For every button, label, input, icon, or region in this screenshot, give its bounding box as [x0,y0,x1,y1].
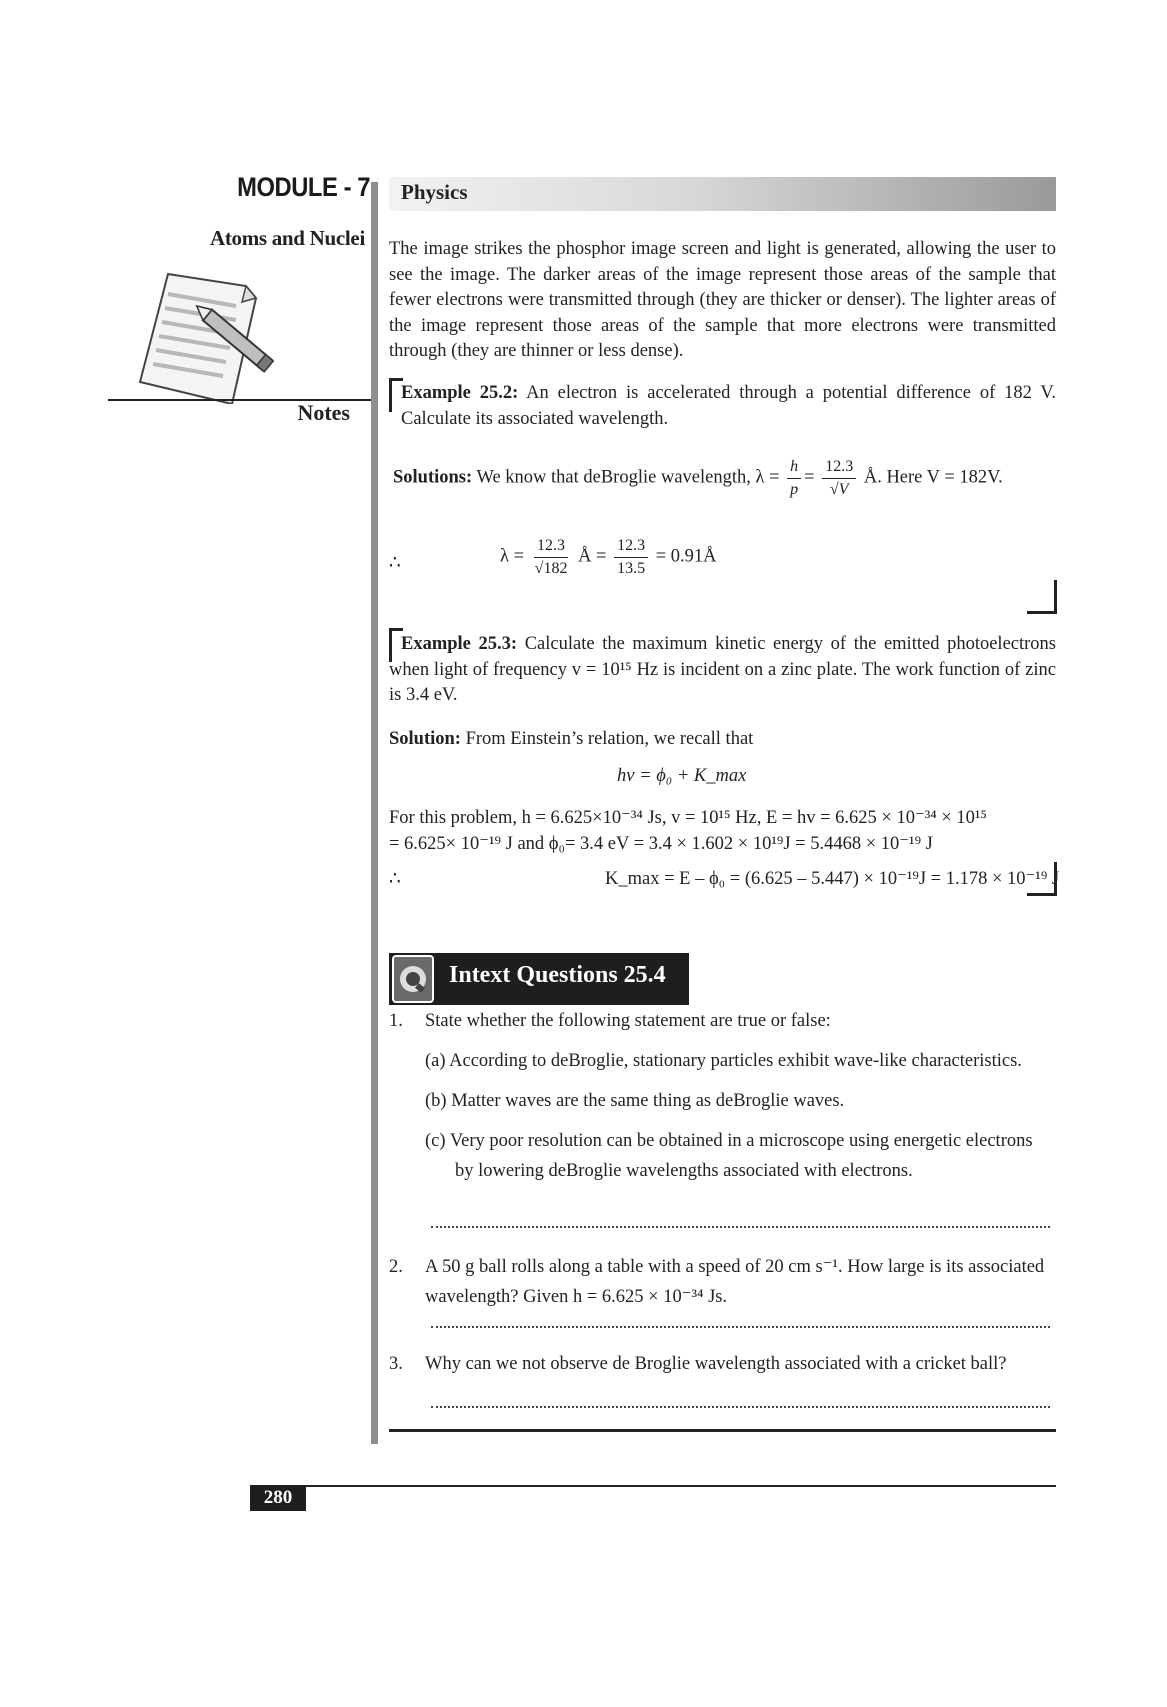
question-1b: (b) Matter waves are the same thing as deBroglie waves. [425,1091,845,1111]
answer-line [431,1218,1050,1228]
einstein-equation: hv = ϕ₀ + K_max [617,766,747,786]
problem-line-2: = 6.625× 10⁻¹⁹ J and ϕ₀= 3.4 eV = 3.4 × 1.602 × 10¹⁹J = 5.4468 × 10⁻¹⁹ J [389,834,933,854]
solution-label: Solutions: [393,467,473,488]
example-label: Example 25.3: [401,634,518,654]
question-3-text: Why can we not observe de Broglie wavelength associated with a cricket ball? [425,1354,1007,1374]
notes-label: Notes [297,400,350,425]
header-band [389,177,1056,211]
question-1c: (c) Very poor resolution can be obtained in a microscope using energetic electrons [425,1131,1033,1151]
example-corner-bottom [1027,580,1057,614]
lambda-calculation: λ = $\frac{12.3}{√182}$ Å = $\frac{12.3}{13.5}$ = 0.91Å [500,537,717,577]
intro-paragraph: The image strikes the phosphor image screen and light is generated, allowing the user to see the image. The darker areas of the image represent those areas of the sample that fewer electrons were transmitted through (they are thicker or denser). The lighter areas of the image represent those areas of the sample that more electrons were transmitted through (they are thinner or less dense). [389,239,1056,362]
question-2-line1: A 50 g ball rolls along a table with a speed of 20 cm s⁻¹. How large is its associated [425,1257,1045,1277]
solution-text: We know that deBroglie wavelength, λ = [476,467,780,488]
solution-label: Solution: [389,729,461,749]
example-25-3 [389,632,1056,709]
question-icon [392,955,434,1003]
solution-text: From Einstein’s relation, we recall that [465,729,754,749]
example-text: An electron is accelerated through a potential difference of 182 V. Calculate its associated wavelength. [401,383,1056,429]
example-label: Example 25.2: [401,383,519,403]
example-corner-bottom [1027,862,1057,896]
section-end-rule [389,1429,1056,1432]
margin-bar [371,182,378,1444]
question-1c-cont: by lowering deBroglie wavelengths associated with electrons. [455,1161,913,1181]
footer-rule [250,1485,1056,1487]
module-title: MODULE - 7 [237,172,370,202]
answer-line [431,1318,1050,1328]
question-1a: (a) According to deBroglie, stationary particles exhibit wave-like characteristics. [425,1051,1022,1071]
page-number: 280 [250,1485,306,1511]
therefore-symbol: ∴ [389,553,401,573]
fraction-12-3-over-root-182: $\frac{12.3}{√182}$ [534,537,568,577]
answer-line [431,1398,1050,1408]
question-1-text: State whether the following statement are true or false: [425,1011,831,1031]
fraction-12-3-over-13-5: $\frac{12.3}{13.5}$ [614,537,648,577]
question-number: 1. [389,1011,403,1031]
example-text: Calculate the maximum kinetic energy of the emitted photoelectrons when light of frequency v = 10¹⁵ Hz is incident on a zinc plate. The work function of zinc is 3.4 eV. [389,634,1056,706]
solution-line [389,727,1056,753]
intext-title: Intext Questions 25.4 [449,962,666,988]
fraction-h-over-p: $\frac{h}{p}$ [787,458,801,498]
notepad-pencil-icon [138,264,288,409]
example-25-2 [401,381,1056,432]
therefore-symbol: ∴ [389,869,401,889]
question-number: 2. [389,1257,403,1277]
question-number: 3. [389,1354,403,1374]
question-2-line2: wavelength? Given h = 6.625 × 10⁻³⁴ Js. [425,1287,728,1307]
problem-line-1: For this problem, h = 6.625×10⁻³⁴ Js, v = 10¹⁵ Hz, E = hv = 6.625 × 10⁻³⁴ × 10¹⁵ [389,808,987,828]
module-subtitle: Atoms and Nuclei [209,226,365,250]
fraction-12-3-over-root-v: $\frac{12.3}{√V}$ [822,458,856,498]
solution-tail: Å. Here V = 182V. [863,467,1003,488]
subject-header: Physics [401,180,468,204]
solution-line: Solutions: We know that deBroglie wavelength, λ = $\frac{h}{p}$ = $\frac{12.3}{√V}$ Å. Here V = 182V. [393,458,1003,498]
kmax-result: K_max = E – ϕ₀ = (6.625 – 5.447) × 10⁻¹⁹J = 1.178 × 10⁻¹⁹ J [605,869,1060,889]
